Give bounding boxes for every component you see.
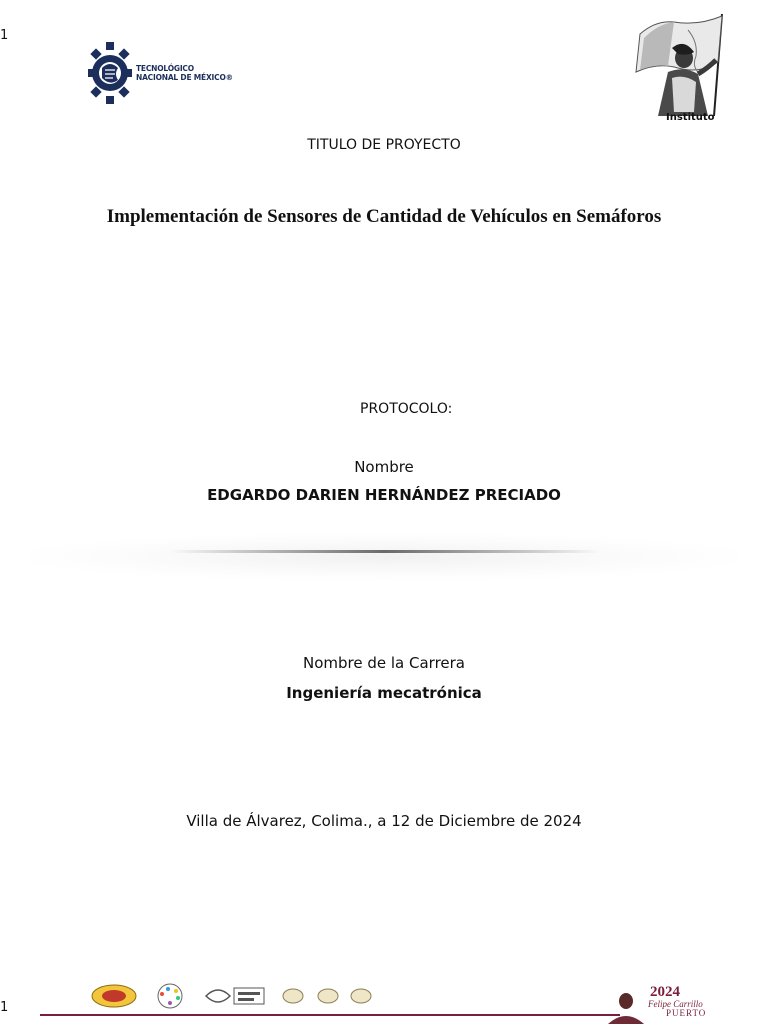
footer-rule (40, 1014, 620, 1016)
institute-label-cropped-line (588, 124, 718, 130)
name-label: Nombre (354, 458, 414, 476)
cropped-text-fragment-icon (588, 127, 718, 130)
footer-partner-logos (88, 982, 378, 1012)
footer-logo-6-icon (351, 989, 371, 1003)
page-number-top: 1 (0, 28, 9, 43)
footer-brand-line2: PUERTO (666, 1008, 707, 1018)
project-title: Implementación de Sensores de Cantidad de Vehículos en Semáforos (106, 206, 662, 227)
institute-flag-woman-emblem-icon (628, 12, 728, 116)
footer-logo-2-icon (158, 984, 182, 1008)
footer-logo-5-icon (318, 989, 338, 1003)
career-label: Nombre de la Carrera (302, 654, 465, 672)
place-date: Villa de Álvarez, Colima., a 12 de Diciembre de 2024 (186, 812, 582, 830)
decorative-divider-line (170, 550, 600, 553)
footer-brand-line1: Felipe Carrillo (648, 999, 703, 1009)
decorative-divider-glow (30, 534, 738, 580)
footer-logo-3-icon (206, 988, 264, 1004)
protocol-label: PROTOCOLO: (360, 401, 453, 417)
footer-logo-4-icon (283, 989, 303, 1003)
tecnm-logo-line-1: TECNOLÓGICO (136, 64, 194, 73)
portrait-icon (604, 990, 644, 1024)
career-name: Ingeniería mecatrónica (286, 684, 482, 702)
institute-label: Instituto (666, 112, 715, 123)
student-name: EDGARDO DARIEN HERNÁNDEZ PRECIADO (207, 486, 561, 504)
project-label: TITULO DE PROYECTO (307, 137, 461, 153)
page-number-bottom: 1 (0, 1000, 9, 1015)
footer-brand (604, 984, 734, 1024)
tecnm-logo-line-2: NACIONAL DE MÉXICO® (136, 73, 233, 82)
footer-year: 2024 (650, 984, 680, 1000)
footer-logo-1-icon (92, 985, 136, 1007)
tecnm-logo-text (136, 64, 233, 82)
